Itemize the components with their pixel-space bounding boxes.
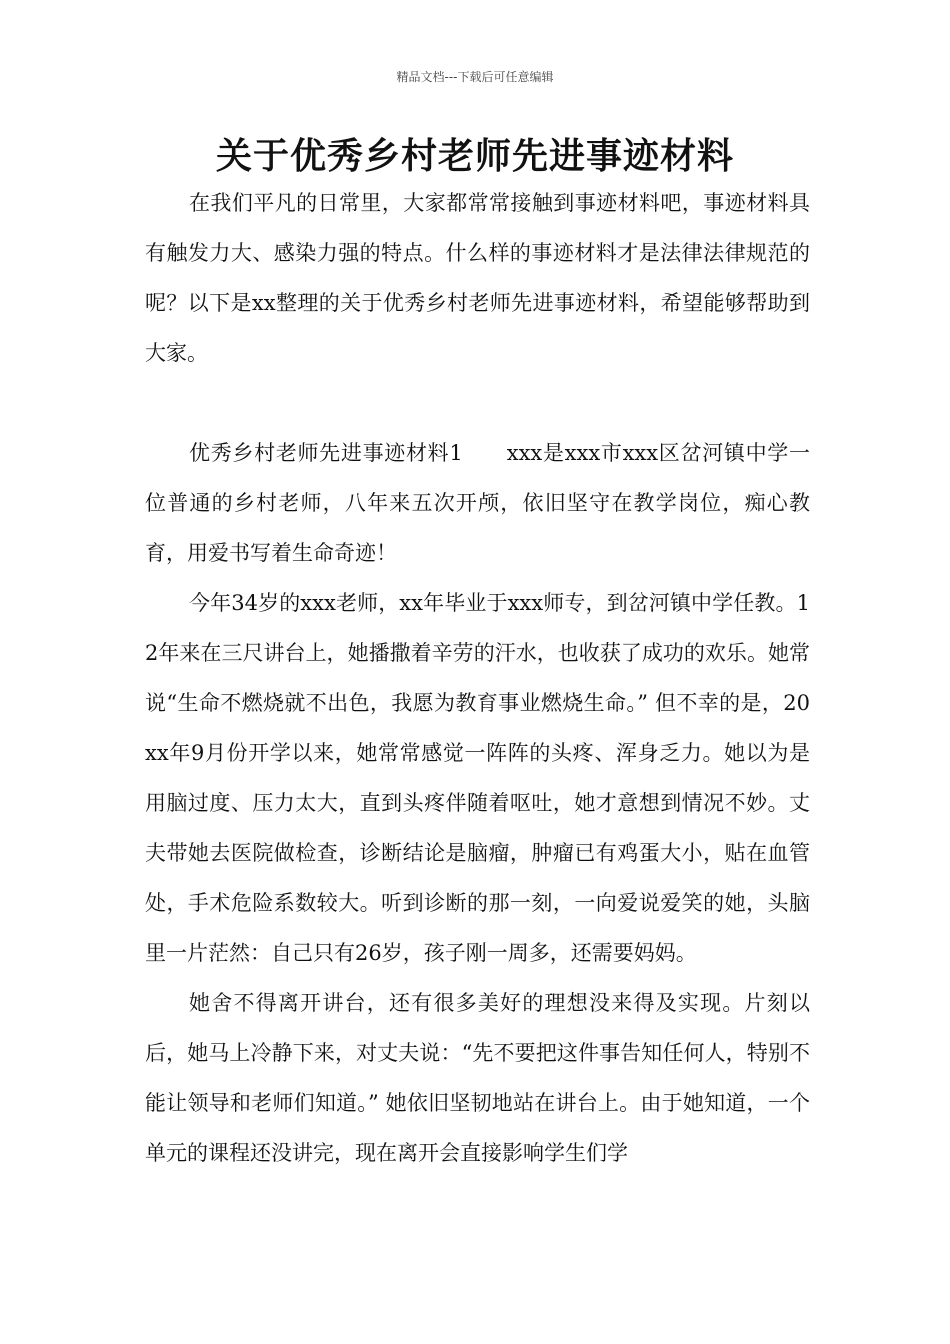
section1-paragraph-3: 她舍不得离开讲台，还有很多美好的理想没来得及实现。片刻以后，她马上冷静下来，对丈夫说：“先不要把这件事告知任何人，特别不能让领导和老师们知道。” 她依旧坚韧地站在讲台上。由于她知道，一个单元的课程还没讲完，现在离开会直接影响学生们学 (145, 991, 810, 1165)
section1-paragraph-1 (145, 428, 810, 578)
paragraph-gap (145, 378, 810, 428)
document-body (145, 178, 810, 1178)
document-title: 关于优秀乡村老师先进事迹材料 (215, 136, 734, 177)
header-note: 精品文档---下载后可任意编辑 (396, 70, 554, 84)
section1-paragraph-1-text: xxx是xxx市xxx区岔河镇中学一位普通的乡村老师，八年来五次开颅，依旧坚守在教学岗位，痴心教育，用爱书写着生命奇迹！ (145, 441, 810, 565)
section1-heading: 优秀乡村老师先进事迹材料1 (189, 441, 463, 465)
intro-paragraph: 在我们平凡的日常里，大家都常常接触到事迹材料吧，事迹材料具有触发力大、感染力强的特点。什么样的事迹材料才是法律法律规范的呢？以下是xx整理的关于优秀乡村老师先进事迹材料，希望能够帮助到大家。 (145, 191, 810, 365)
section1-paragraph-2: 今年34岁的xxx老师，xx年毕业于xxx师专，到岔河镇中学任教。12年来在三尺讲台上，她播撒着辛劳的汗水，也收获了成功的欢乐。她常说“生命不燃烧就不出色，我愿为教育事业燃烧生命。” 但不幸的是，20xx年9月份开学以来，她常常感觉一阵阵的头疼、浑身乏力。她以为是用脑过度、压力太大，直到头疼伴随着呕吐，她才意想到情况不妙。丈夫带她去医院做检查，诊断结论是脑瘤，肿瘤已有鸡蛋大小，贴在血管处，手术危险系数较大。听到诊断的那一刻，一向爱说爱笑的她，头脑里一片茫然：自己只有26岁，孩子刚一周多，还需要妈妈。 (145, 591, 810, 965)
